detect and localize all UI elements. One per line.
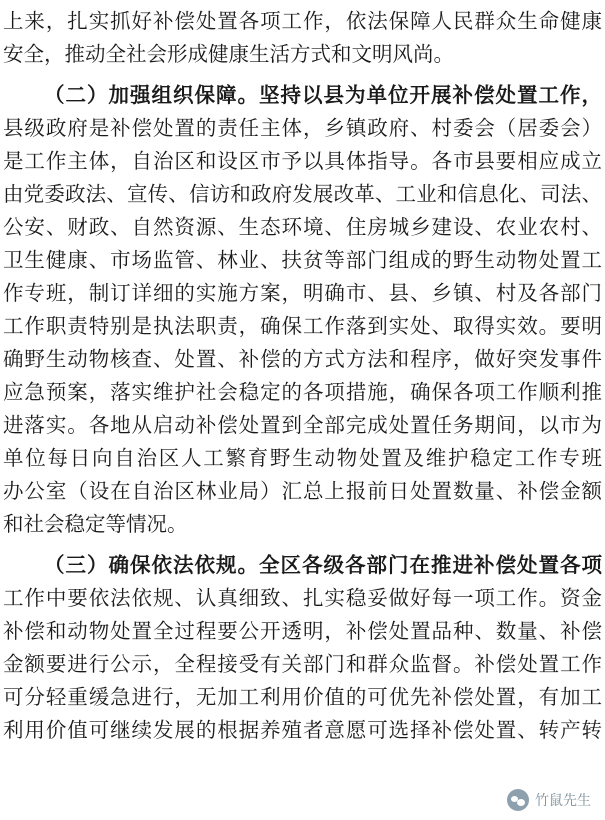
text-line-18: 工作中要依法依规、认真细致、扎实稳妥做好每一项工作。资金 xyxy=(3,586,602,610)
text-line-10: 工作职责特别是执法职责，确保工作落到实处、取得实效。要明 xyxy=(3,314,602,338)
wechat-icon xyxy=(507,789,529,811)
section-heading-3: （三）确保依法依规。全区各级各部门在推进补偿处置各项 xyxy=(44,553,602,577)
text-line-8: 卫生健康、市场监管、林业、扶贫等部门组成的野生动物处置工 xyxy=(3,248,602,272)
text-line-6: 由党委政法、宣传、信访和政府发展改革、工业和信息化、司法、 xyxy=(3,182,602,206)
text-line-19: 补偿和动物处置全过程要公开透明，补偿处置品种、数量、补偿 xyxy=(3,619,602,643)
text-line-2: 安全，推动全社会形成健康生活方式和文明风尚。 xyxy=(3,42,454,66)
watermark-text: 竹鼠先生 xyxy=(535,793,591,809)
text-line-9: 作专班，制订详细的实施方案，明确市、县、乡镇、村及各部门 xyxy=(3,281,602,305)
watermark xyxy=(503,787,595,813)
section-heading-2: （二）加强组织保障。坚持以县为单位开展补偿处置工作， xyxy=(44,83,602,107)
text-line-5: 是工作主体，自治区和设区市予以具体指导。各市县要相应成立 xyxy=(3,149,602,173)
text-line-21: 可分轻重缓急进行，无加工利用价值的可优先补偿处置，有加工 xyxy=(3,685,602,709)
text-line-16: 和社会稳定等情况。 xyxy=(3,512,188,536)
text-line-11: 确野生动物核查、处置、补偿的方式方法和程序，做好突发事件 xyxy=(3,347,602,371)
text-line-14: 单位每日向自治区人工繁育野生动物处置及维护稳定工作专班 xyxy=(3,446,602,470)
text-line-22: 利用价值可继续发展的根据养殖者意愿可选择补偿处置、转产转 xyxy=(3,718,602,742)
text-line-13: 进落实。各地从启动补偿处置到全部完成处置任务期间，以市为 xyxy=(3,413,602,437)
text-line-4: 县级政府是补偿处置的责任主体，乡镇政府、村委会（居委会） xyxy=(3,116,602,140)
text-line-7: 公安、财政、自然资源、生态环境、住房城乡建设、农业农村、 xyxy=(3,215,602,239)
text-line-15: 办公室（设在自治区林业局）汇总上报前日处置数量、补偿金额 xyxy=(3,479,602,503)
text-line-1: 上来，扎实抓好补偿处置各项工作，依法保障人民群众生命健康 xyxy=(3,9,602,33)
text-line-20: 金额要进行公示，全程接受有关部门和群众监督。补偿处置工作 xyxy=(3,652,602,676)
text-line-12: 应急预案，落实维护社会稳定的各项措施，确保各项工作顺利推 xyxy=(3,380,602,404)
